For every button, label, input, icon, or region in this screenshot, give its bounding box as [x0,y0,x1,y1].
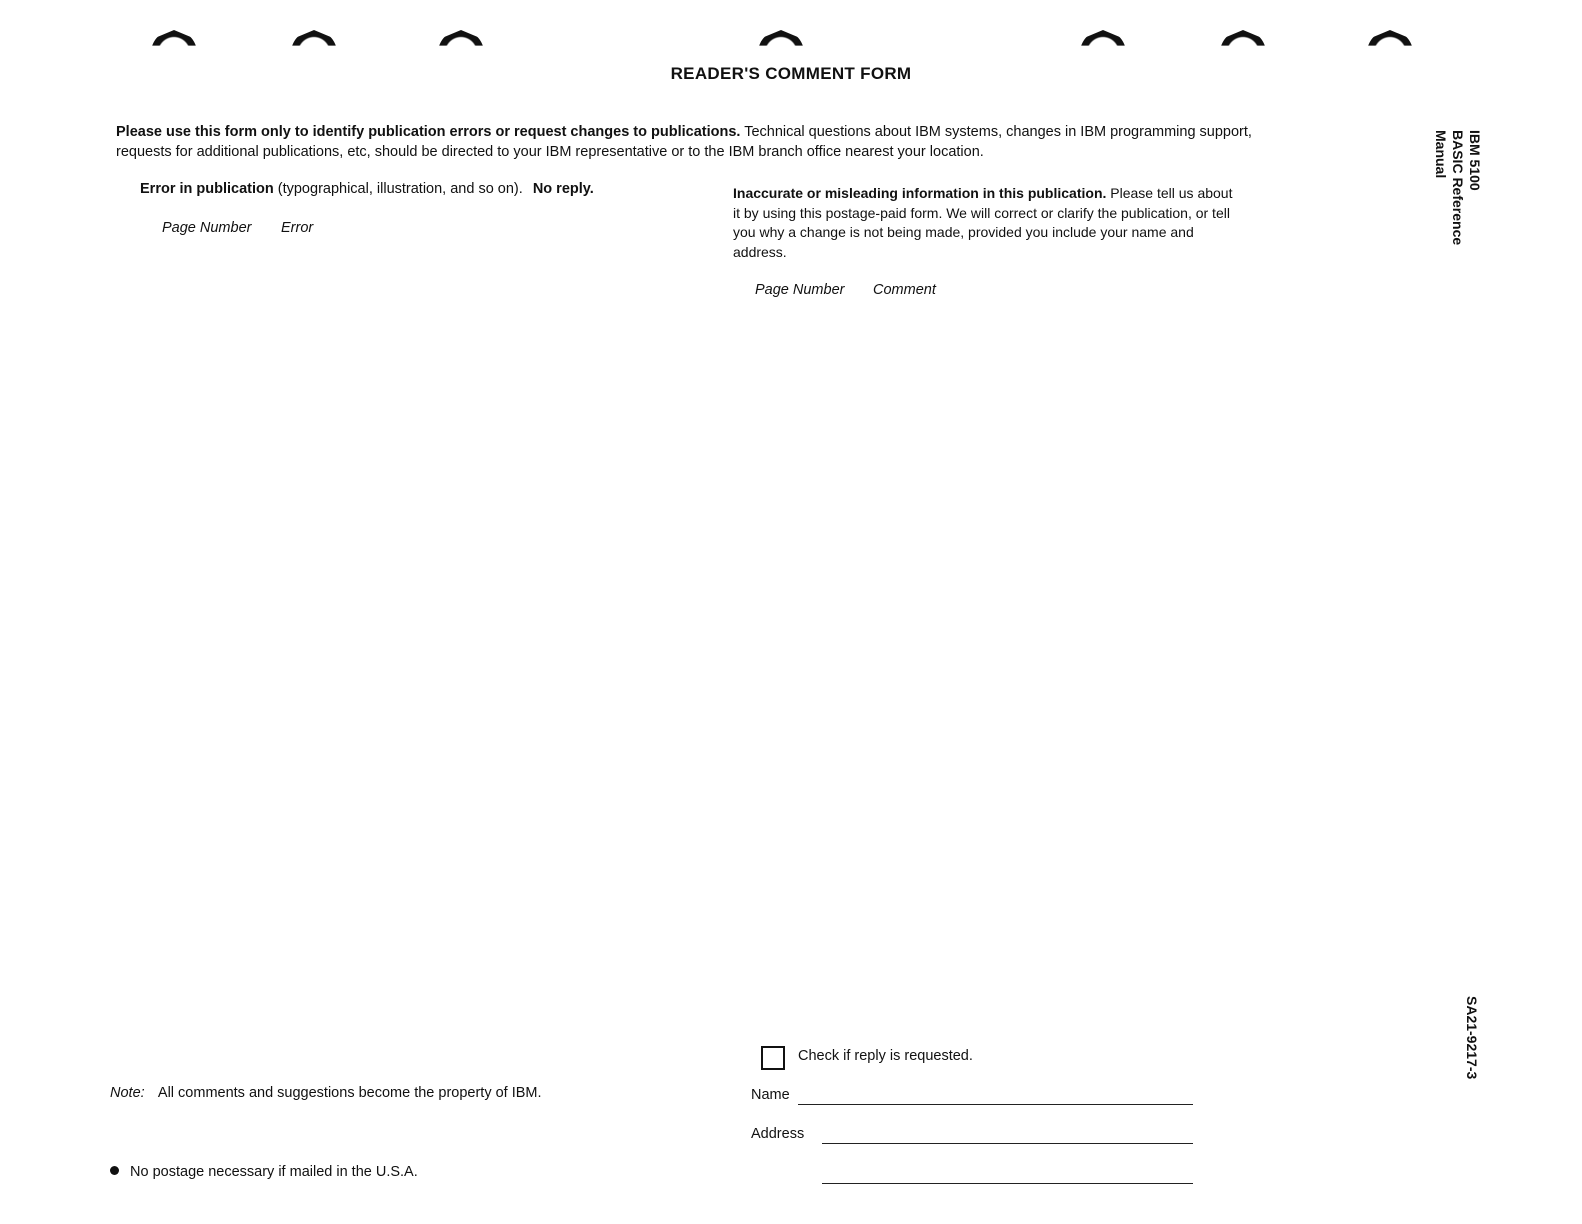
punch-hole [291,30,337,54]
error-writing-area[interactable] [140,250,700,1030]
bullet-icon [110,1166,119,1175]
comment-page-number-label: Page Number [755,282,845,298]
error-section-heading [140,181,594,197]
note-text: All comments and suggestions become the property of IBM. [157,1085,542,1101]
manual-title-line2: BASIC Reference [1450,130,1466,246]
ownership-note [110,1085,542,1101]
reply-requested-label: Check if reply is requested. [798,1048,973,1064]
error-heading-text: (typographical, illustration, and so on). [277,181,523,197]
form-title: READER'S COMMENT FORM [670,64,912,83]
comment-heading-text: Please tell us about it by using this postage-paid form. We will correct or clarify the publication, or tell you why a change is not being made, provided you include your name and address. [733,185,1233,260]
manual-title-vertical [1432,130,1483,245]
note-label: Note: [110,1085,145,1101]
error-heading-bold: Error in publication [140,181,274,197]
name-label: Name [751,1087,790,1103]
comment-writing-area[interactable] [733,312,1393,1032]
comment-section-heading [733,184,1233,262]
form-instructions [116,122,1256,162]
manual-title-line1: IBM 5100 [1467,130,1483,191]
address-field-line1[interactable] [822,1143,1193,1144]
punch-hole [1367,30,1413,54]
postage-text: No postage necessary if mailed in the U.S.A. [130,1164,418,1180]
error-label: Error [281,220,314,236]
instructions-text: Technical questions about IBM systems, changes in IBM programming support, requests for additional publications, etc, should be directed to your IBM representative or to the IBM branch office nearest your location. [116,124,1252,160]
punch-hole [758,30,804,54]
postage-note [110,1164,418,1180]
punch-hole [438,30,484,54]
punch-hole [1080,30,1126,54]
reply-requested-checkbox[interactable] [761,1046,785,1070]
no-reply-label: No reply. [532,181,594,197]
punch-hole [1220,30,1266,54]
manual-title-line3: Manual [1433,130,1449,179]
instructions-bold: Please use this form only to identify publication errors or request changes to publications. [116,124,741,140]
error-page-number-label: Page Number [162,220,252,236]
form-number-vertical: SA21-9217-3 [1464,996,1480,1080]
comment-label: Comment [873,282,936,298]
name-field[interactable] [798,1104,1193,1105]
address-label: Address [751,1126,805,1142]
punch-hole [151,30,197,54]
address-field-line2[interactable] [822,1183,1193,1184]
comment-heading-bold: Inaccurate or misleading information in this publication. [733,185,1107,201]
